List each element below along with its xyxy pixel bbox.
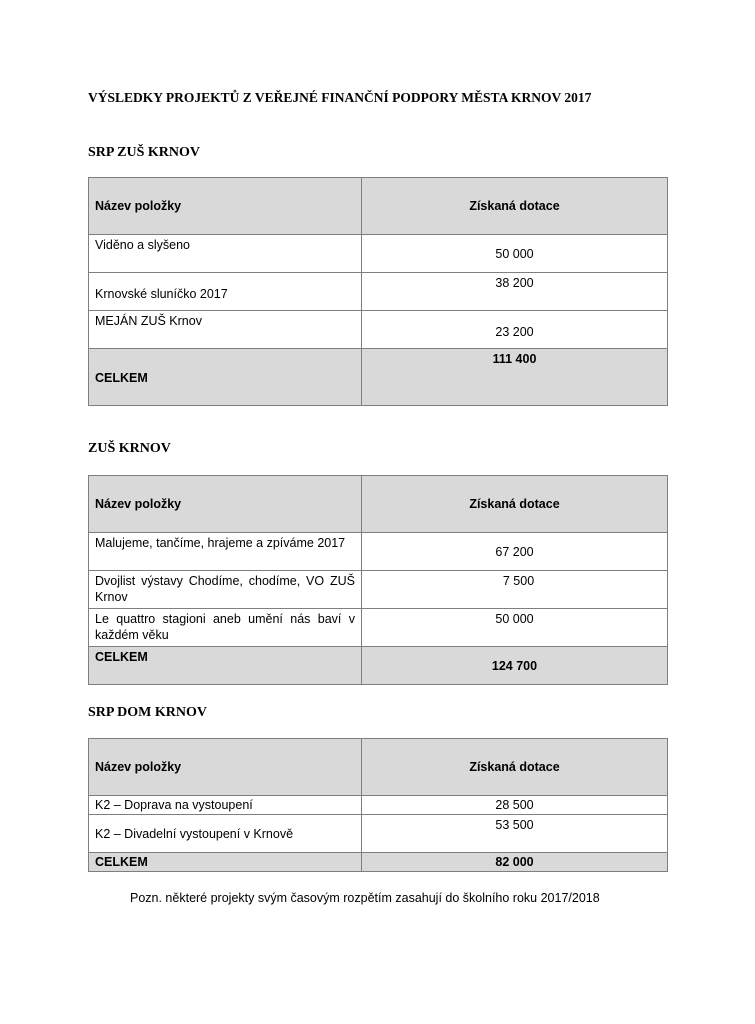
item-name: Le quattro stagioni aneb umění nás baví v každém věku <box>89 609 362 647</box>
total-value: 124 700 <box>362 647 668 685</box>
table-row <box>89 609 668 647</box>
item-name: K2 – Divadelní vystoupení v Krnově <box>89 815 362 853</box>
item-value: 28 500 <box>362 796 668 815</box>
item-name: Krnovské sluníčko 2017 <box>89 273 362 311</box>
item-value: 53 500 <box>362 815 668 853</box>
total-row <box>89 853 668 872</box>
total-value: 111 400 <box>362 349 668 406</box>
grant-table-srp-zus <box>88 177 668 406</box>
table-header-row <box>89 739 668 796</box>
table-header-row <box>89 476 668 533</box>
table-row <box>89 533 668 571</box>
table-row <box>89 311 668 349</box>
section-heading-srp-dom: SRP DOM KRNOV <box>88 705 207 720</box>
footnote: Pozn. některé projekty svým časovým rozpětím zasahují do školního roku 2017/2018 <box>130 891 600 905</box>
table-row <box>89 815 668 853</box>
total-label: CELKEM <box>89 853 362 872</box>
item-name: Malujeme, tančíme, hrajeme a zpíváme 2017 <box>89 533 362 571</box>
item-name: K2 – Doprava na vystoupení <box>89 796 362 815</box>
column-header-name: Název položky <box>89 739 362 796</box>
total-label: CELKEM <box>89 647 362 685</box>
item-value: 67 200 <box>362 533 668 571</box>
table-row <box>89 571 668 609</box>
item-name: MEJÁN ZUŠ Krnov <box>89 311 362 349</box>
grant-table-zus <box>88 475 668 685</box>
column-header-value: Získaná dotace <box>362 178 668 235</box>
grant-table-srp-dom <box>88 738 668 872</box>
section-heading-zus: ZUŠ KRNOV <box>88 441 171 456</box>
column-header-value: Získaná dotace <box>362 739 668 796</box>
table-header-row <box>89 178 668 235</box>
item-value: 50 000 <box>362 609 668 647</box>
total-label: CELKEM <box>89 349 362 406</box>
total-row <box>89 647 668 685</box>
total-row <box>89 349 668 406</box>
item-value: 38 200 <box>362 273 668 311</box>
document-title: VÝSLEDKY PROJEKTŮ Z VEŘEJNÉ FINANČNÍ PODPORY MĚSTA KRNOV 2017 <box>88 90 592 105</box>
table-row <box>89 235 668 273</box>
item-name: Dvojlist výstavy Chodíme, chodíme, VO ZUŠ Krnov <box>89 571 362 609</box>
item-value: 23 200 <box>362 311 668 349</box>
section-heading-srp-zus: SRP ZUŠ KRNOV <box>88 145 201 160</box>
column-header-value: Získaná dotace <box>362 476 668 533</box>
total-value: 82 000 <box>362 853 668 872</box>
column-header-name: Název položky <box>89 476 362 533</box>
item-value: 7 500 <box>362 571 668 609</box>
item-value: 50 000 <box>362 235 668 273</box>
item-name: Viděno a slyšeno <box>89 235 362 273</box>
table-row <box>89 273 668 311</box>
table-row <box>89 796 668 815</box>
column-header-name: Název položky <box>89 178 362 235</box>
